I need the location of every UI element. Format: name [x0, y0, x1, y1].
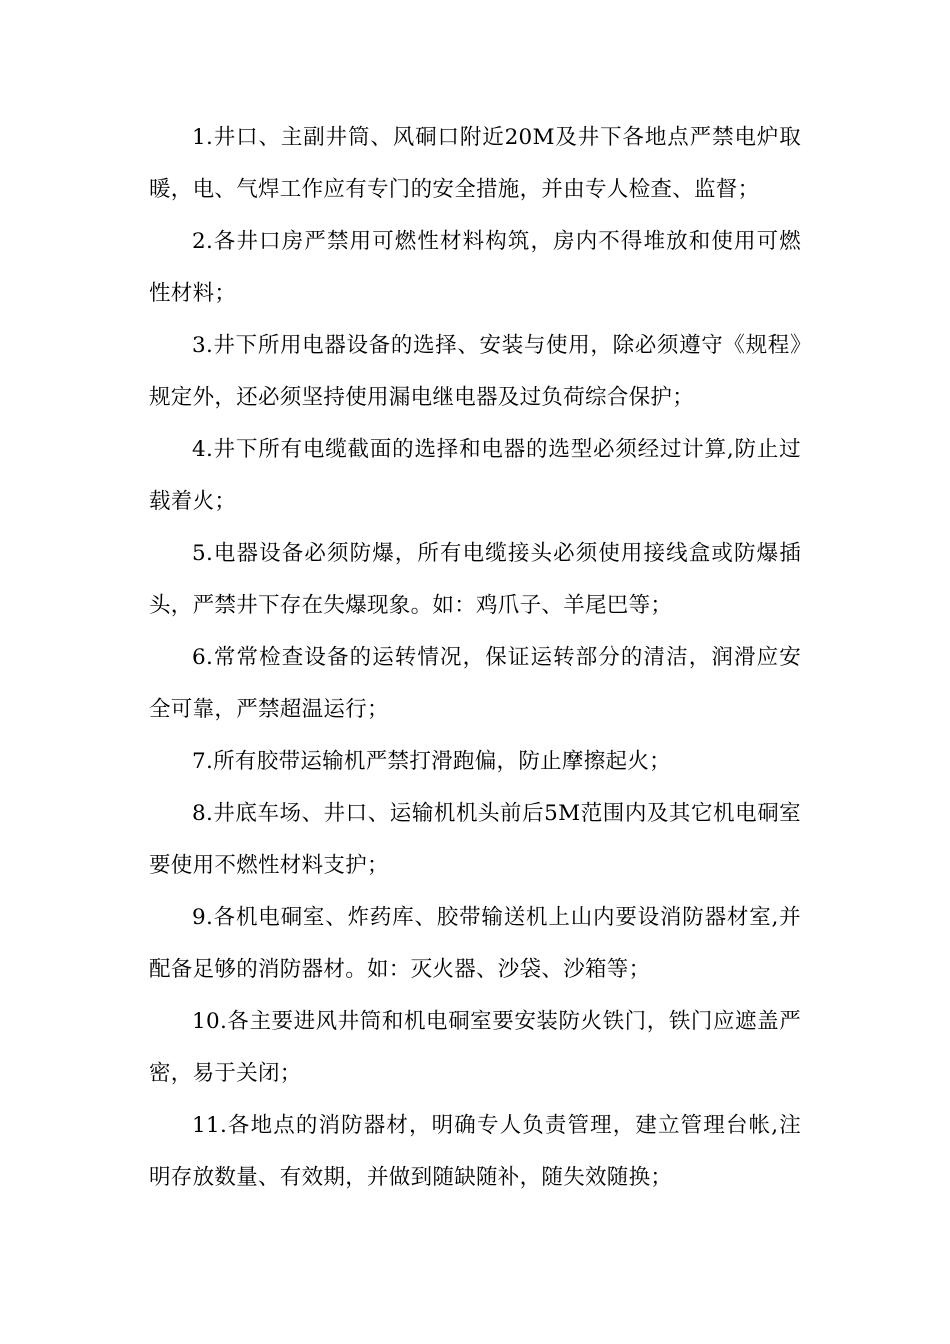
paragraph-item-4: 4.井下所有电缆截面的选择和电器的选型必须经过计算,防止过载着火；	[149, 437, 801, 514]
paragraph-item-10: 10.各主要进风井筒和机电硐室要安装防火铁门，铁门应遮盖严密，易于关闭；	[149, 1009, 801, 1086]
paragraph-item-6: 6.常常检查设备的运转情况，保证运转部分的清洁，润滑应安全可靠，严禁超温运行；	[149, 645, 801, 722]
paragraph-item-2: 2.各井口房严禁用可燃性材料构筑，房内不得堆放和使用可燃性材料；	[149, 229, 801, 306]
paragraph-item-11: 11.各地点的消防器材，明确专人负责管理，建立管理台帐,注明存放数量、有效期，并做到随缺随补，随失效随换；	[149, 1113, 801, 1190]
paragraph-item-1: 1.井口、主副井筒、风硐口附近20M及井下各地点严禁电炉取暖，电、气焊工作应有专门的安全措施，并由专人检查、监督；	[149, 125, 801, 202]
document-body	[149, 112, 801, 1204]
paragraph-item-9: 9.各机电硐室、炸药库、胶带输送机上山内要设消防器材室,并配备足够的消防器材。如：灭火器、沙袋、沙箱等；	[149, 905, 801, 982]
paragraph-item-7: 7.所有胶带运输机严禁打滑跑偏，防止摩擦起火；	[192, 749, 671, 774]
paragraph-item-8: 8.井底车场、井口、运输机机头前后5M范围内及其它机电硐室要使用不燃性材料支护；	[149, 801, 801, 878]
paragraph-item-5: 5.电器设备必须防爆，所有电缆接头必须使用接线盒或防爆插头，严禁井下存在失爆现象。如：鸡爪子、羊尾巴等；	[149, 541, 801, 618]
paragraph-item-3: 3.井下所用电器设备的选择、安装与使用，除必须遵守《规程》规定外，还必须坚持使用漏电继电器及过负荷综合保护；	[149, 333, 801, 410]
